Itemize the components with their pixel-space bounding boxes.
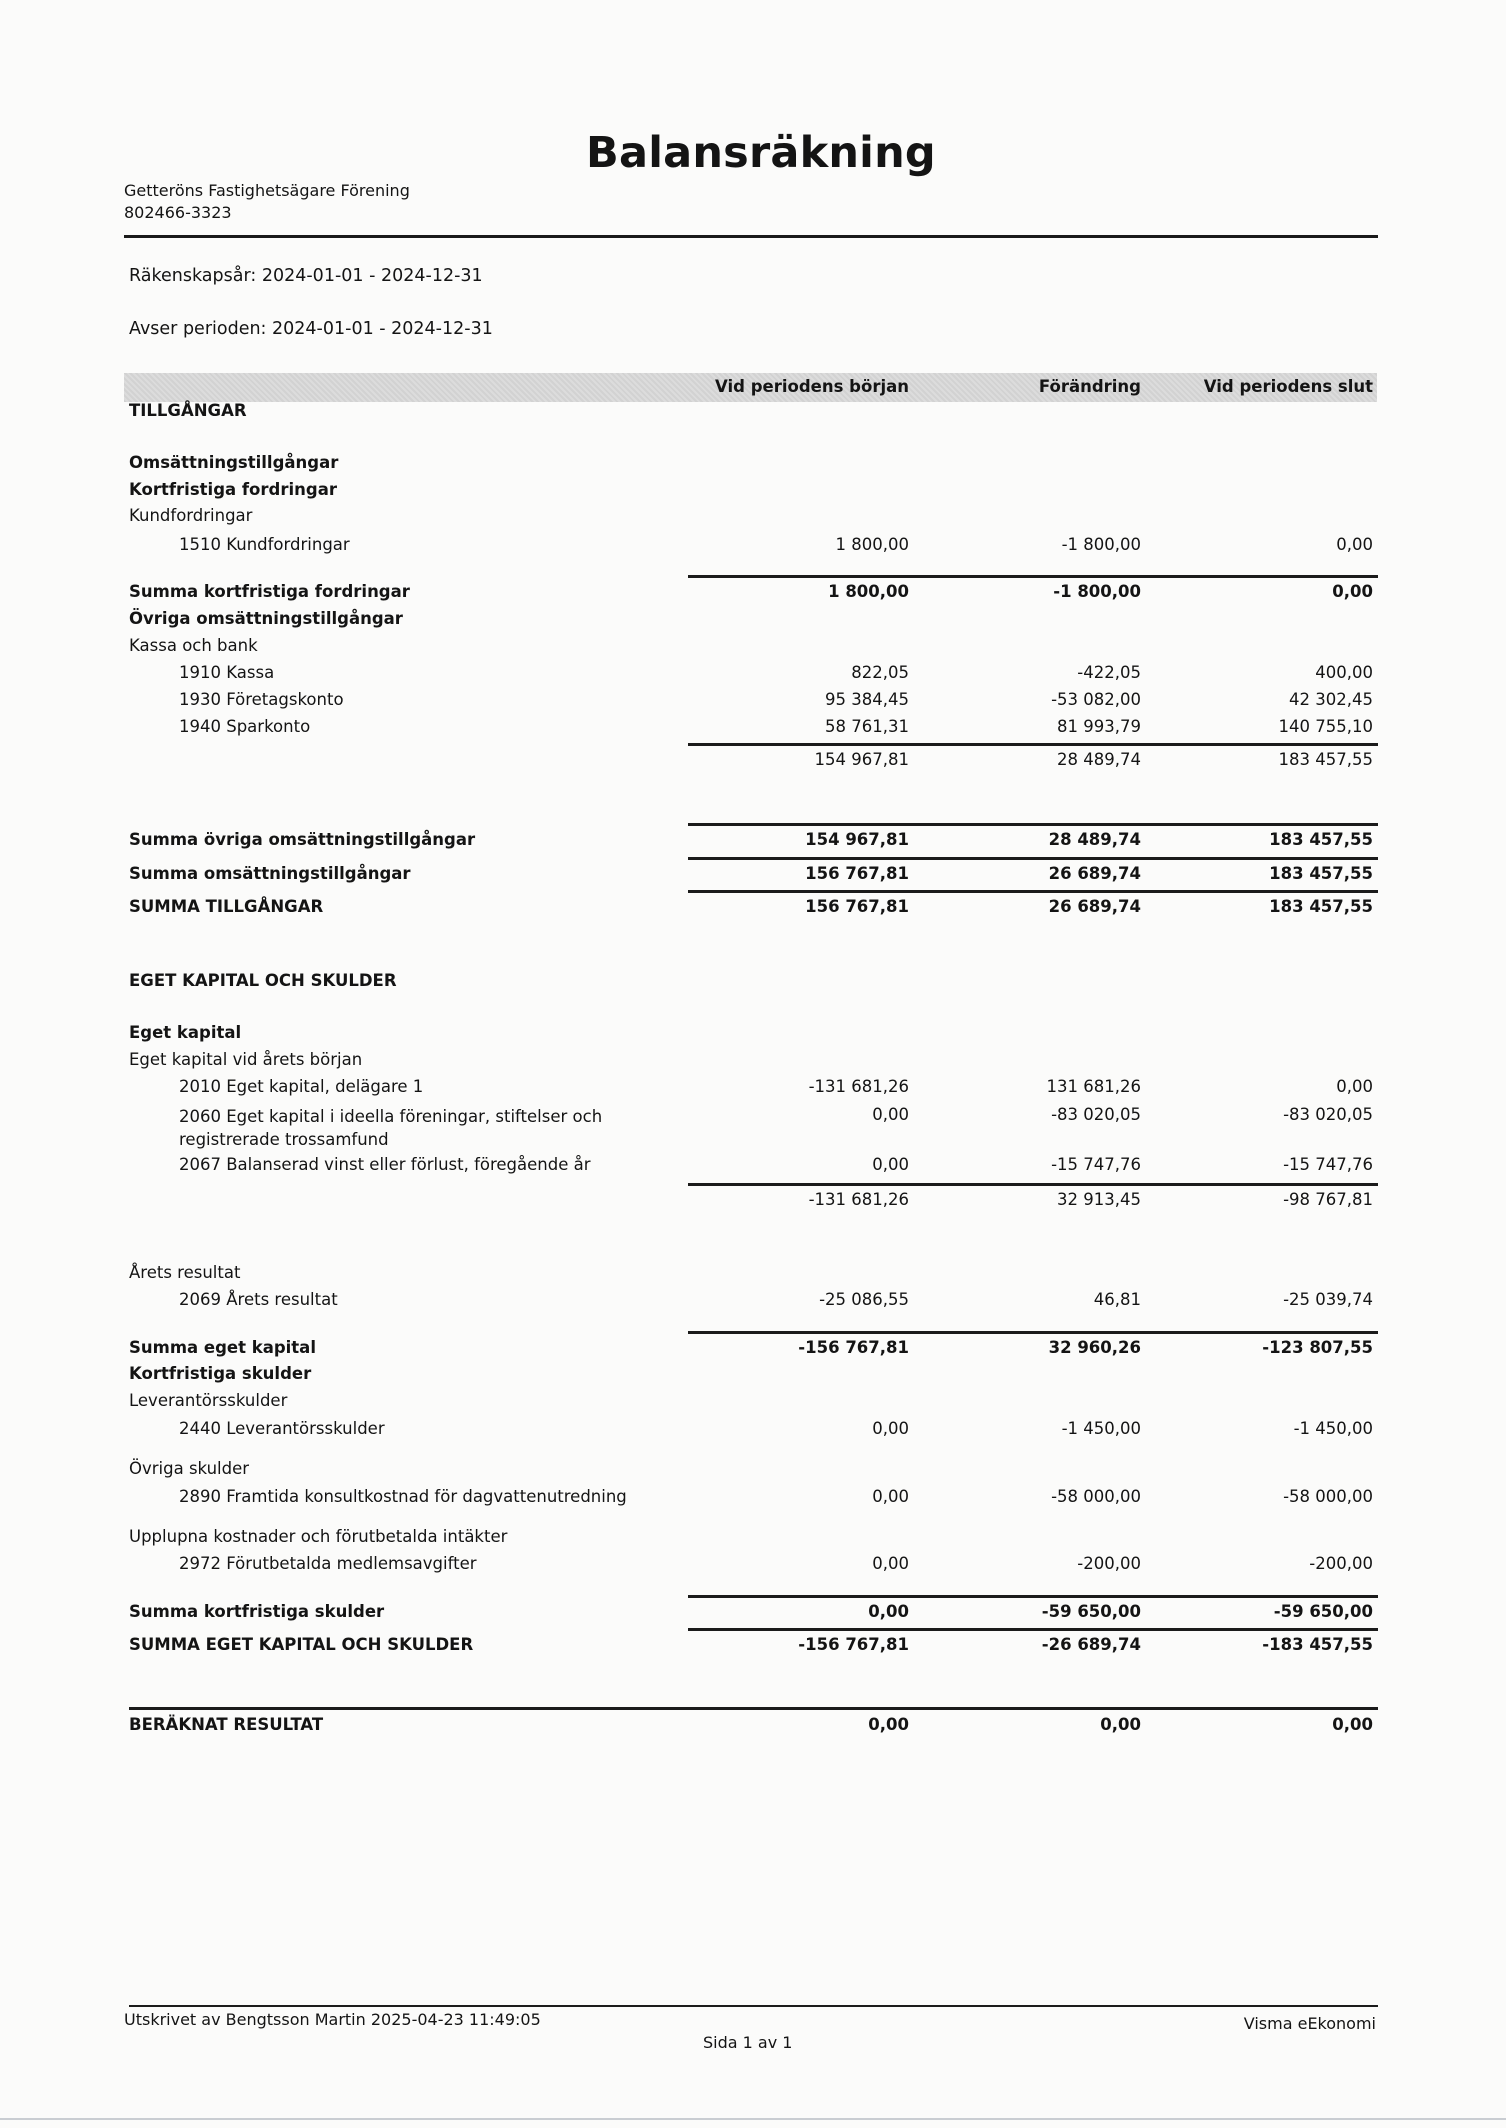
value-change: 131 681,26 — [1046, 1077, 1141, 1096]
account-label: 1910 Kassa — [179, 663, 275, 682]
sum-label: Summa kortfristiga skulder — [129, 1602, 385, 1621]
sum-label: Summa omsättningstillgångar — [129, 864, 411, 883]
value-change: -422,05 — [1077, 663, 1141, 682]
value-end: 0,00 — [1336, 1077, 1373, 1096]
current-assets-heading: Omsättningstillgångar — [129, 453, 339, 472]
account-label: 2067 Balanserad vinst eller förlust, föregående år — [179, 1155, 591, 1174]
value-end: -83 020,05 — [1283, 1105, 1373, 1124]
value-start: 154 967,81 — [805, 830, 909, 849]
column-header-start: Vid periodens början — [715, 377, 909, 396]
account-row — [0, 1419, 1506, 1443]
value-end: -59 650,00 — [1273, 1602, 1373, 1621]
section-heading — [0, 453, 1506, 477]
value-end: -200,00 — [1309, 1554, 1373, 1573]
group-heading — [0, 506, 1506, 530]
sum-row — [0, 582, 1506, 606]
company-info — [124, 180, 410, 224]
company-name: Getteröns Fastighetsägare Förening — [124, 181, 410, 200]
value-change: -26 689,74 — [1041, 1635, 1141, 1654]
report-title: Balansräkning — [586, 128, 936, 178]
value-end: 0,00 — [1332, 582, 1373, 601]
value-end: -15 747,76 — [1283, 1155, 1373, 1174]
sum-rule — [688, 575, 1378, 578]
total-label: SUMMA TILLGÅNGAR — [129, 897, 324, 916]
value-start: 58 761,31 — [825, 717, 909, 736]
subtotal-rule — [688, 1183, 1378, 1186]
value-change: -15 747,76 — [1051, 1155, 1141, 1174]
column-header-change: Förändring — [1038, 377, 1141, 396]
group-heading — [0, 1527, 1506, 1551]
account-row — [0, 663, 1506, 687]
value-start: 0,00 — [872, 1487, 909, 1506]
value-start: 1 800,00 — [828, 582, 909, 601]
result-label: BERÄKNAT RESULTAT — [129, 1715, 324, 1734]
section-heading — [0, 401, 1506, 425]
sum-rule — [688, 1628, 1378, 1631]
column-header-end: Vid periodens slut — [1203, 377, 1373, 396]
equity-heading: Eget kapital — [129, 1023, 242, 1042]
sum-row — [0, 830, 1506, 854]
sum-rule — [688, 857, 1378, 860]
short-liabilities-heading: Kortfristiga skulder — [129, 1364, 312, 1383]
value-start: 156 767,81 — [805, 897, 909, 916]
customer-receivables-group: Kundfordringar — [129, 506, 253, 525]
value-change: 26 689,74 — [1048, 864, 1141, 883]
value-start: 154 967,81 — [814, 750, 909, 769]
sum-label: Summa kortfristiga fordringar — [129, 582, 410, 601]
value-change: -200,00 — [1077, 1554, 1141, 1573]
cash-bank-group: Kassa och bank — [129, 636, 258, 655]
other-liabilities-group: Övriga skulder — [129, 1459, 250, 1478]
section-heading — [0, 1364, 1506, 1388]
assets-heading: TILLGÅNGAR — [129, 401, 247, 420]
subtotal-row — [0, 750, 1506, 774]
sum-label: Summa övriga omsättningstillgångar — [129, 830, 476, 849]
account-label-line2: registrerade trossamfund — [179, 1130, 389, 1149]
value-start: 1 800,00 — [835, 535, 909, 554]
value-start: -156 767,81 — [798, 1338, 909, 1357]
account-row — [0, 1554, 1506, 1578]
value-end: 183 457,55 — [1269, 897, 1373, 916]
value-start: 0,00 — [868, 1602, 909, 1621]
subtotal-rule — [688, 743, 1378, 746]
accrued-group: Upplupna kostnader och förutbetalda intäkter — [129, 1527, 508, 1546]
sum-rule — [688, 890, 1378, 893]
value-end: -25 039,74 — [1283, 1290, 1373, 1309]
value-end: 0,00 — [1332, 1715, 1373, 1734]
year-result-group: Årets resultat — [129, 1263, 241, 1282]
account-label: 2440 Leverantörsskulder — [179, 1419, 385, 1438]
value-change: 0,00 — [1100, 1715, 1141, 1734]
section-heading — [0, 609, 1506, 633]
value-end: -1 450,00 — [1293, 1419, 1373, 1438]
value-end: 183 457,55 — [1269, 830, 1373, 849]
section-heading — [0, 971, 1506, 995]
value-end: -123 807,55 — [1262, 1338, 1373, 1357]
report-period: Avser perioden: 2024-01-01 - 2024-12-31 — [129, 319, 493, 339]
group-heading — [0, 636, 1506, 660]
account-label: 1930 Företagskonto — [179, 690, 344, 709]
value-change: 26 689,74 — [1048, 897, 1141, 916]
sum-rule — [688, 823, 1378, 826]
value-change: 46,81 — [1093, 1290, 1141, 1309]
value-start: -25 086,55 — [819, 1290, 909, 1309]
total-row — [0, 1635, 1506, 1659]
account-label: 2010 Eget kapital, delägare 1 — [179, 1077, 424, 1096]
account-row — [0, 535, 1506, 559]
sum-rule — [688, 1595, 1378, 1598]
value-change: 81 993,79 — [1057, 717, 1141, 736]
group-heading — [0, 1459, 1506, 1483]
group-heading — [0, 1263, 1506, 1287]
value-start: 95 384,45 — [825, 690, 909, 709]
result-rule — [129, 1707, 1378, 1710]
value-end: -58 000,00 — [1283, 1487, 1373, 1506]
printed-by: Utskrivet av Bengtsson Martin 2025-04-23 11:49:05 — [124, 2010, 541, 2029]
subtotal-row — [0, 1190, 1506, 1214]
fiscal-year: Räkenskapsår: 2024-01-01 - 2024-12-31 — [129, 266, 483, 286]
account-label-line1: 2060 Eget kapital i ideella föreningar, stiftelser och — [179, 1107, 603, 1126]
value-change: 28 489,74 — [1048, 830, 1141, 849]
value-change: 32 960,26 — [1048, 1338, 1141, 1357]
total-row — [0, 897, 1506, 921]
value-start: -131 681,26 — [808, 1077, 909, 1096]
value-change: -53 082,00 — [1051, 690, 1141, 709]
section-heading — [0, 480, 1506, 504]
sum-row — [0, 1602, 1506, 1626]
account-row — [0, 1077, 1506, 1101]
account-row — [0, 690, 1506, 714]
group-heading — [0, 1391, 1506, 1415]
account-row — [0, 1105, 1506, 1155]
group-heading — [0, 1050, 1506, 1074]
section-heading — [0, 1023, 1506, 1047]
account-label — [179, 1105, 602, 1151]
account-row — [0, 1290, 1506, 1314]
value-start: 156 767,81 — [805, 864, 909, 883]
value-start: 0,00 — [872, 1419, 909, 1438]
account-label: 2972 Förutbetalda medlemsavgifter — [179, 1554, 477, 1573]
result-row — [0, 1715, 1506, 1739]
value-end: 140 755,10 — [1278, 717, 1373, 736]
value-start: 0,00 — [872, 1155, 909, 1174]
value-end: 400,00 — [1315, 663, 1373, 682]
value-change: 32 913,45 — [1057, 1190, 1141, 1209]
value-change: -83 020,05 — [1051, 1105, 1141, 1124]
account-label: 2890 Framtida konsultkostnad för dagvattenutredning — [179, 1487, 627, 1506]
value-end: -183 457,55 — [1262, 1635, 1373, 1654]
account-label: 1940 Sparkonto — [179, 717, 311, 736]
scan-edge — [0, 2118, 1506, 2120]
value-start: 0,00 — [868, 1715, 909, 1734]
short-receivables-heading: Kortfristiga fordringar — [129, 480, 337, 499]
value-end: 42 302,45 — [1289, 690, 1373, 709]
value-end: -98 767,81 — [1283, 1190, 1373, 1209]
value-end: 183 457,55 — [1269, 864, 1373, 883]
software-name: Visma eEkonomi — [1243, 2014, 1376, 2033]
value-start: 822,05 — [851, 663, 909, 682]
page-number: Sida 1 av 1 — [703, 2033, 793, 2052]
value-start: 0,00 — [872, 1105, 909, 1124]
account-row — [0, 1155, 1506, 1179]
value-change: 28 489,74 — [1057, 750, 1141, 769]
suppliers-group: Leverantörsskulder — [129, 1391, 288, 1410]
footer-rule — [129, 2005, 1378, 2007]
sum-row — [0, 864, 1506, 888]
equity-start-group: Eget kapital vid årets början — [129, 1050, 363, 1069]
value-change: -1 800,00 — [1053, 582, 1141, 601]
sum-row — [0, 1338, 1506, 1362]
value-start: 0,00 — [872, 1554, 909, 1573]
account-label: 1510 Kundfordringar — [179, 535, 350, 554]
value-change: -1 800,00 — [1061, 535, 1141, 554]
other-current-assets-heading: Övriga omsättningstillgångar — [129, 609, 403, 628]
sum-rule — [688, 1331, 1378, 1334]
value-start: -131 681,26 — [808, 1190, 909, 1209]
sum-label: Summa eget kapital — [129, 1338, 316, 1357]
header-divider — [124, 235, 1378, 238]
value-change: -59 650,00 — [1041, 1602, 1141, 1621]
account-row — [0, 717, 1506, 741]
value-change: -58 000,00 — [1051, 1487, 1141, 1506]
equity-liabilities-heading: EGET KAPITAL OCH SKULDER — [129, 971, 397, 990]
account-label: 2069 Årets resultat — [179, 1290, 338, 1309]
value-start: -156 767,81 — [798, 1635, 909, 1654]
total-label: SUMMA EGET KAPITAL OCH SKULDER — [129, 1635, 474, 1654]
value-end: 183 457,55 — [1278, 750, 1373, 769]
org-number: 802466-3323 — [124, 203, 232, 222]
value-change: -1 450,00 — [1061, 1419, 1141, 1438]
value-end: 0,00 — [1336, 535, 1373, 554]
account-row — [0, 1487, 1506, 1511]
